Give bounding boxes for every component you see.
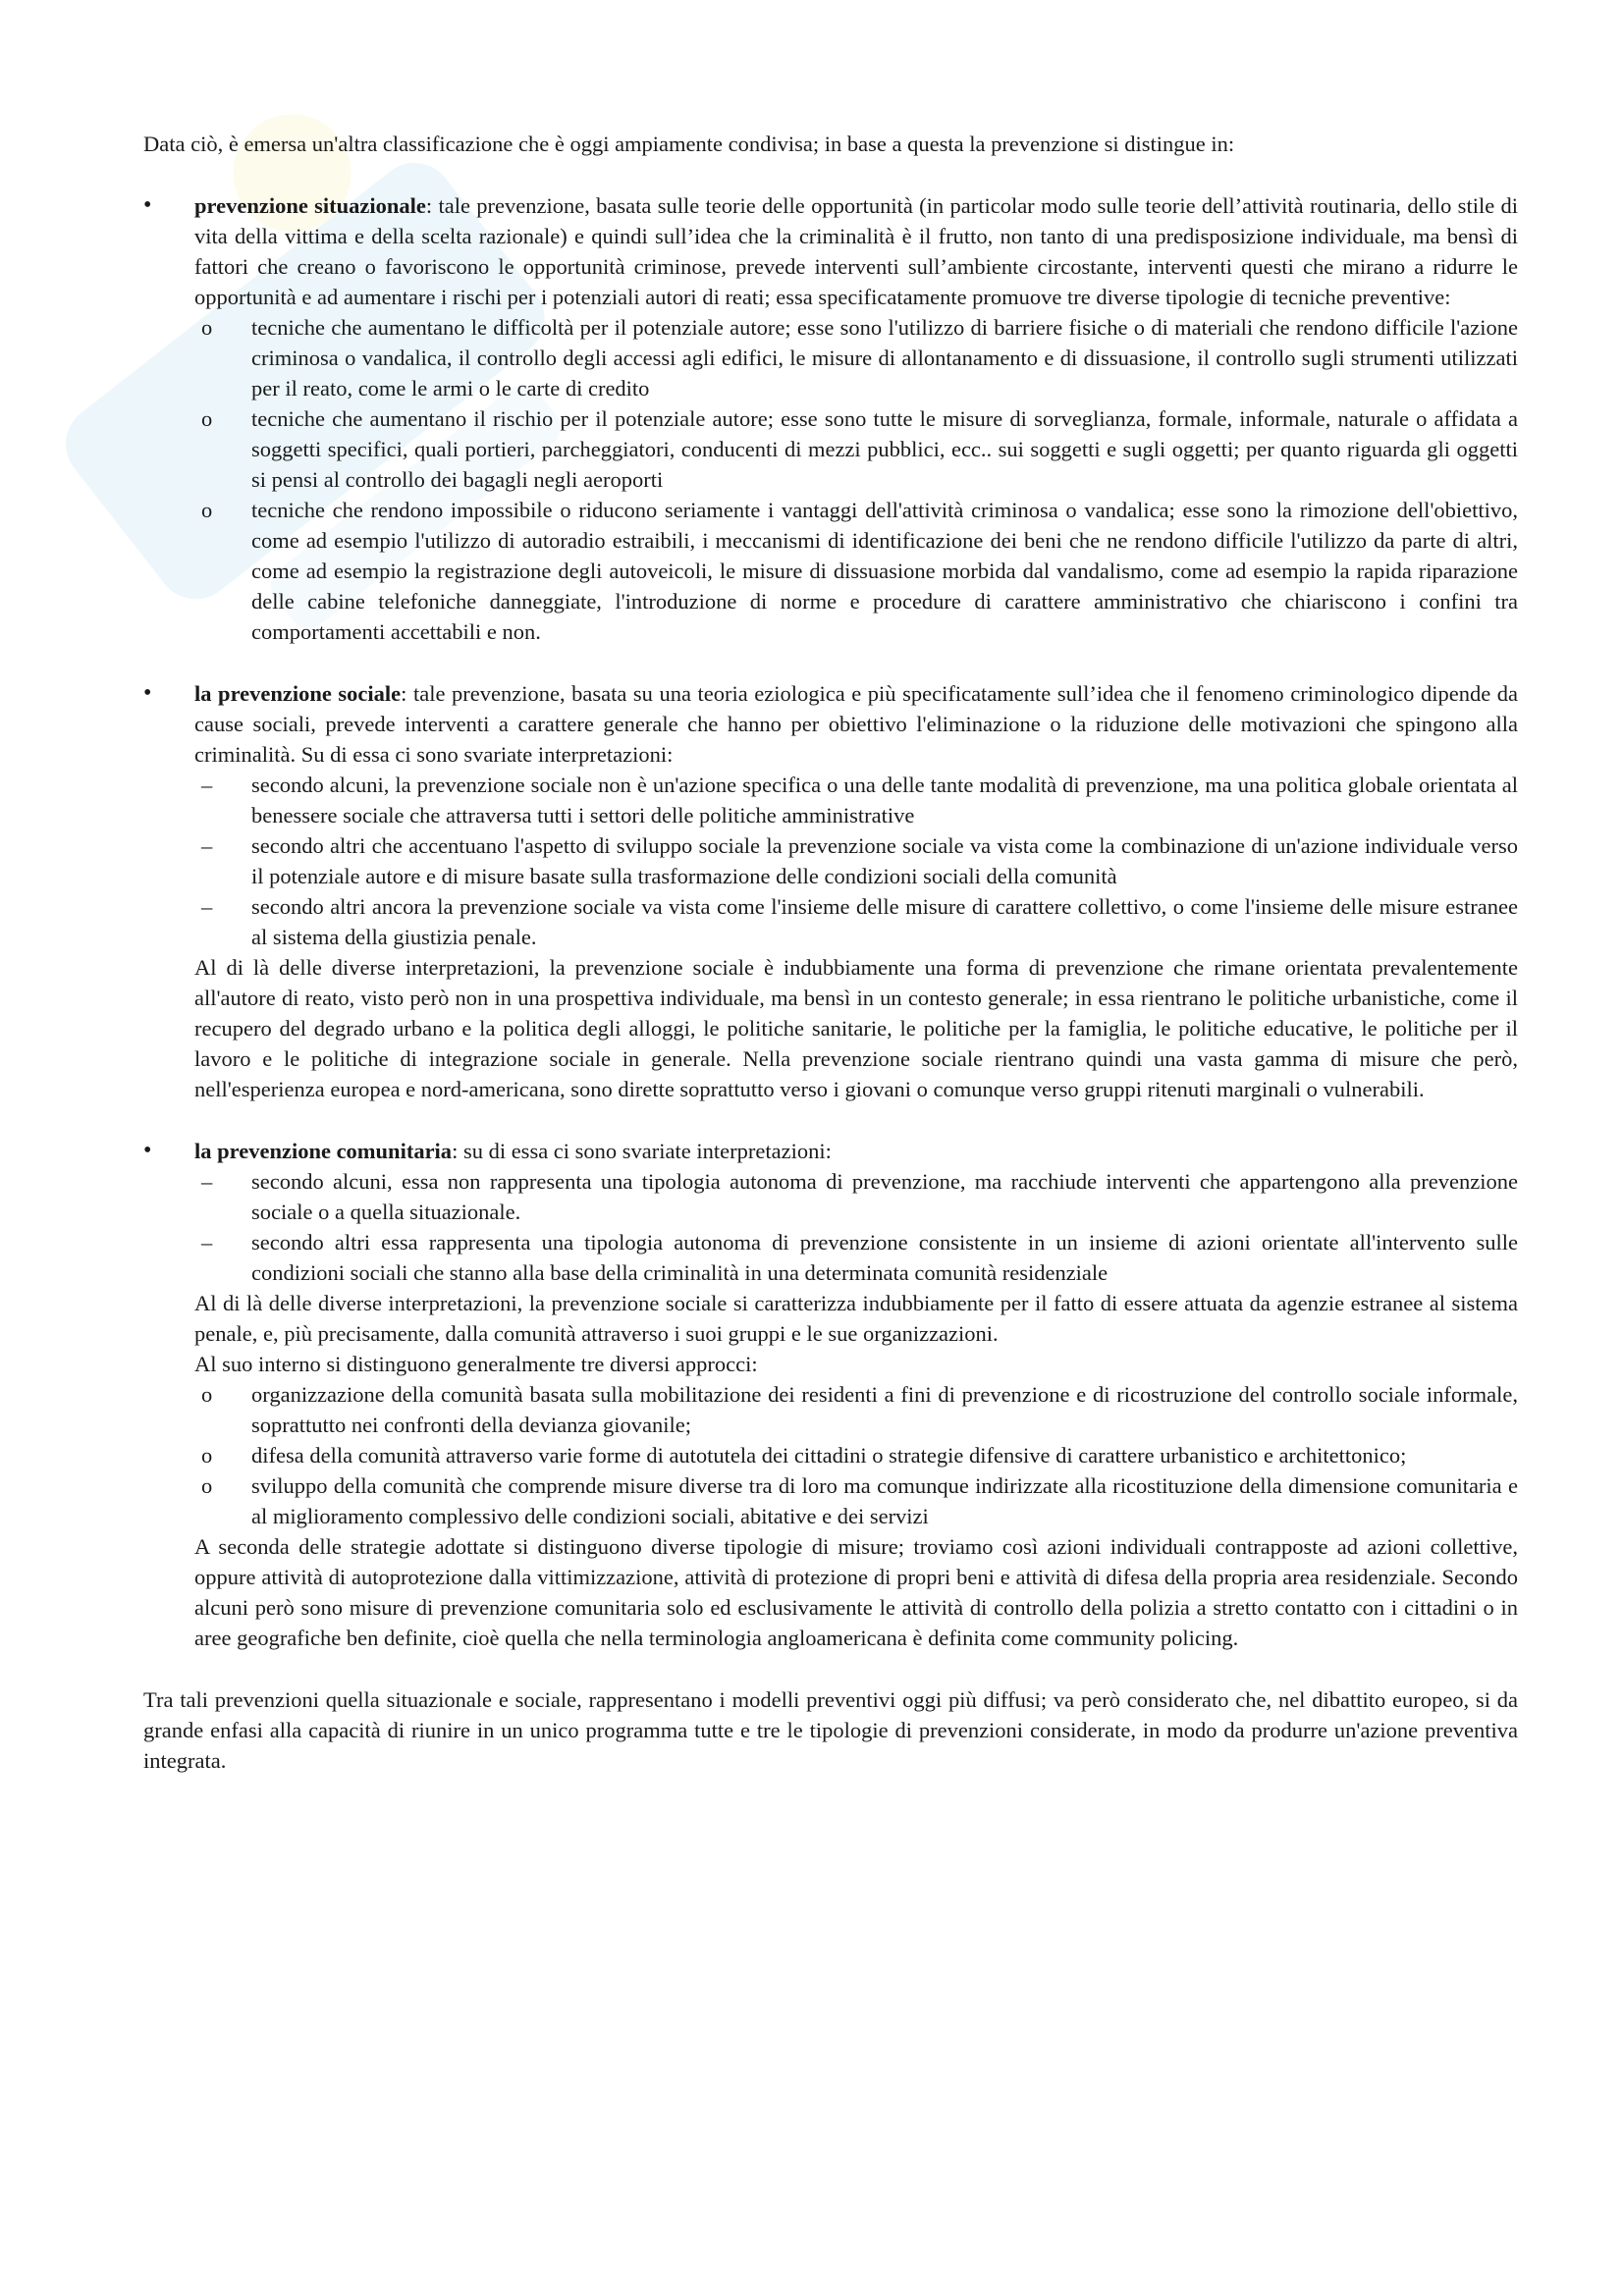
bullet-icon: • — [143, 680, 152, 706]
dash-bullet-icon: – — [201, 894, 213, 919]
list-item — [194, 1470, 1518, 1531]
list-item-text: tecniche che aumentano le difficoltà per il potenziale autore; esse sono l'utilizzo di barriere fisiche o di materiali che rendono difficile l'azione criminosa o vandalica, il controllo degli accessi agli edifici, le misure di allontanamento e di dissuasione, il controllo sugli strumenti utilizzati per il reato, come le armi o le carte di credito — [251, 315, 1518, 400]
list-item-text: secondo altri essa rappresenta una tipologia autonoma di prevenzione consistente in un insieme di azioni orientate all'intervento sulle condizioni sociali che stanno alla base della criminalità in una determinata comunità residenziale — [251, 1230, 1518, 1285]
circle-bullet-icon: o — [201, 315, 213, 340]
dash-bullet-icon: – — [201, 833, 213, 858]
section-prevenzione-sociale — [143, 678, 1518, 1104]
section-followup-paragraph: A seconda delle strategie adottate si distinguono diverse tipologie di misure; troviamo così azioni individuali contrapposte ad azioni collettive, oppure attività di autoprotezione dalla vittimizzazione, attività di protezione di propri beni e attività di difesa della propria area residenziale. Secondo alcuni però sono misure di prevenzione comunitaria solo ed esclusivamente le attività di controllo della polizia a stretto contatto con i cittadini o in aree geografiche ben definite, cioè quella che nella terminologia angloamericana è definita come community policing. — [194, 1534, 1518, 1650]
circle-bullet-icon: o — [201, 406, 213, 431]
list-item — [194, 770, 1518, 830]
list-item — [194, 403, 1518, 495]
list-item-text: secondo alcuni, essa non rappresenta una tipologia autonoma di prevenzione, ma racchiude interventi che appartengono alla prevenzione sociale o a quella situazionale. — [251, 1169, 1518, 1224]
list-item-text: tecniche che aumentano il rischio per il potenziale autore; esse sono tutte le misure di sorveglianza, formale, informale, naturale o affidata a soggetti specifici, quali portieri, parcheggiatori, conducenti di mezzi pubblici, ecc.. sui soggetti e sugli oggetti; per quanto riguarda gli oggetti si pensi al controllo dei bagagli negli aeroporti — [251, 406, 1518, 492]
list-item-text: difesa della comunità attraverso varie forme di autotutela dei cittadini o strategie difensive di carattere urbanistico e architettonico; — [251, 1443, 1407, 1468]
section-paragraph — [194, 678, 1518, 770]
list-item-text: secondo alcuni, la prevenzione sociale non è un'azione specifica o una delle tante modalità di prevenzione, ma una politica globale orientata al benessere sociale che attraversa tutti i settori delle politiche amministrative — [251, 773, 1518, 828]
section-paragraph — [194, 190, 1518, 312]
interpretation-list — [194, 770, 1518, 952]
list-item — [194, 1379, 1518, 1440]
list-item — [194, 495, 1518, 647]
bullet-icon: • — [143, 192, 152, 218]
section-prevenzione-comunitaria — [143, 1136, 1518, 1653]
dash-bullet-icon: – — [201, 1169, 213, 1194]
section-term: la prevenzione sociale — [194, 681, 402, 706]
section-followup-paragraph: Al di là delle diverse interpretazioni, la prevenzione sociale si caratterizza indubbiamente per il fatto di essere attuata da agenzie estranee al sistema penale, e, più precisamente, dalla comunità attraverso i suoi gruppi e le sue organizzazioni. — [194, 1291, 1518, 1346]
dash-bullet-icon: – — [201, 1230, 213, 1255]
bullet-icon: • — [143, 1138, 152, 1163]
circle-bullet-icon: o — [201, 1473, 213, 1498]
list-item-text: secondo altri ancora la prevenzione sociale va vista come l'insieme delle misure di carattere collettivo, o come l'insieme delle misure estranee al sistema della giustizia penale. — [251, 894, 1518, 949]
section-followup-paragraph: Al suo interno si distinguono generalmente tre diversi approcci: — [194, 1352, 758, 1376]
section-term: la prevenzione comunitaria — [194, 1139, 453, 1163]
list-item — [194, 1166, 1518, 1227]
circle-bullet-icon: o — [201, 498, 213, 522]
list-item — [194, 830, 1518, 891]
technique-list — [194, 312, 1518, 647]
list-item — [194, 312, 1518, 403]
list-item — [194, 891, 1518, 952]
interpretation-list — [194, 1166, 1518, 1288]
list-item-text: organizzazione della comunità basata sulla mobilitazione dei residenti a fini di prevenzione e di ricostruzione del controllo sociale informale, soprattutto nei confronti della devianza giovanile; — [251, 1382, 1518, 1437]
section-text: : su di essa ci sono svariate interpretazioni: — [452, 1139, 832, 1163]
document-page — [143, 129, 1518, 1776]
list-item-text: sviluppo della comunità che comprende misure diverse tra di loro ma comunque indirizzate alla ricostituzione della dimensione comunitaria e al miglioramento complessivo delle condizioni sociali, abitative e dei servizi — [251, 1473, 1518, 1528]
dash-bullet-icon: – — [201, 773, 213, 797]
list-item-text: tecniche che rendono impossibile o riducono seriamente i vantaggi dell'attività criminosa o vandalica; esse sono la rimozione dell'obiettivo, come ad esempio l'utilizzo di autoradio estraibili, i meccanismi di identificazione dei beni che ne rendono difficile l'utilizzo da parte di altri, come ad esempio la registrazione degli autoveicoli, le misure di dissuasione morbida dal vandalismo, come ad esempio la rapida riparazione delle cabine telefoniche danneggiate, l'introduzione di norme e procedure di carattere amministrativo che chiariscono i confini tra comportamenti accettabili e non. — [251, 498, 1518, 644]
section-paragraph — [194, 1136, 1518, 1166]
approach-list — [194, 1379, 1518, 1531]
intro-paragraph: Data ciò, è emersa un'altra classificazione che è oggi ampiamente condivisa; in base a questa la prevenzione si distingue in: — [143, 132, 1235, 156]
section-text: : tale prevenzione, basata su una teoria eziologica e più specificatamente sull’idea che il fenomeno criminologico dipende da cause sociali, prevede interventi a carattere generale che hanno per obiettivo l'eliminazione o la riduzione delle motivazioni che spingono alla criminalità. Su di essa ci sono svariate interpretazioni: — [194, 681, 1519, 767]
section-term: prevenzione situazionale — [194, 193, 426, 218]
circle-bullet-icon: o — [201, 1382, 213, 1407]
section-followup-paragraph: Al di là delle diverse interpretazioni, la prevenzione sociale è indubbiamente una forma di prevenzione che rimane orientata prevalentemente all'autore di reato, visto però non in una prospettiva individuale, ma bensì in un contesto generale; in essa rientrano le politiche urbanistiche, come il recupero del degrado urbano e la politica degli alloggi, le politiche sanitarie, le politiche per la famiglia, le politiche educative, le politiche per il lavoro e le politiche di integrazione sociale in generale. Nella prevenzione sociale rientrano quindi una vasta gamma di misure che però, nell'esperienza europea e nord-americana, sono dirette soprattutto verso i giovani o comunque verso gruppi ritenuti marginali o vulnerabili. — [194, 955, 1518, 1101]
list-item-text: secondo altri che accentuano l'aspetto di sviluppo sociale la prevenzione sociale va vista come la combinazione di un'azione individuale verso il potenziale autore e di misure basate sulla trasformazione delle condizioni sociali della comunità — [251, 833, 1518, 888]
circle-bullet-icon: o — [201, 1443, 213, 1468]
closing-paragraph: Tra tali prevenzioni quella situazionale e sociale, rappresentano i modelli preventivi oggi più diffusi; va però considerato che, nel dibattito europeo, si da grande enfasi alla capacità di riunire in un unico programma tutte e tre le tipologie di prevenzioni considerate, in modo da produrre un'azione preventiva integrata. — [143, 1687, 1518, 1773]
section-prevenzione-situazionale — [143, 190, 1518, 647]
list-item — [194, 1227, 1518, 1288]
list-item — [194, 1440, 1518, 1470]
section-text: : tale prevenzione, basata sulle teorie delle opportunità (in particolar modo sulle teorie dell’attività routinaria, dello stile di vita della vittima e della scelta razionale) e quindi sull’idea che la criminalità è il frutto, non tanto di una predisposizione individuale, ma bensì di fattori che creano o favoriscono le opportunità criminose, prevede interventi sull’ambiente circostante, interventi questi che mirano a ridurre le opportunità e ad aumentare i rischi per i potenziali autori di reati; essa specificatamente promuove tre diverse tipologie di tecniche preventive: — [194, 193, 1519, 309]
